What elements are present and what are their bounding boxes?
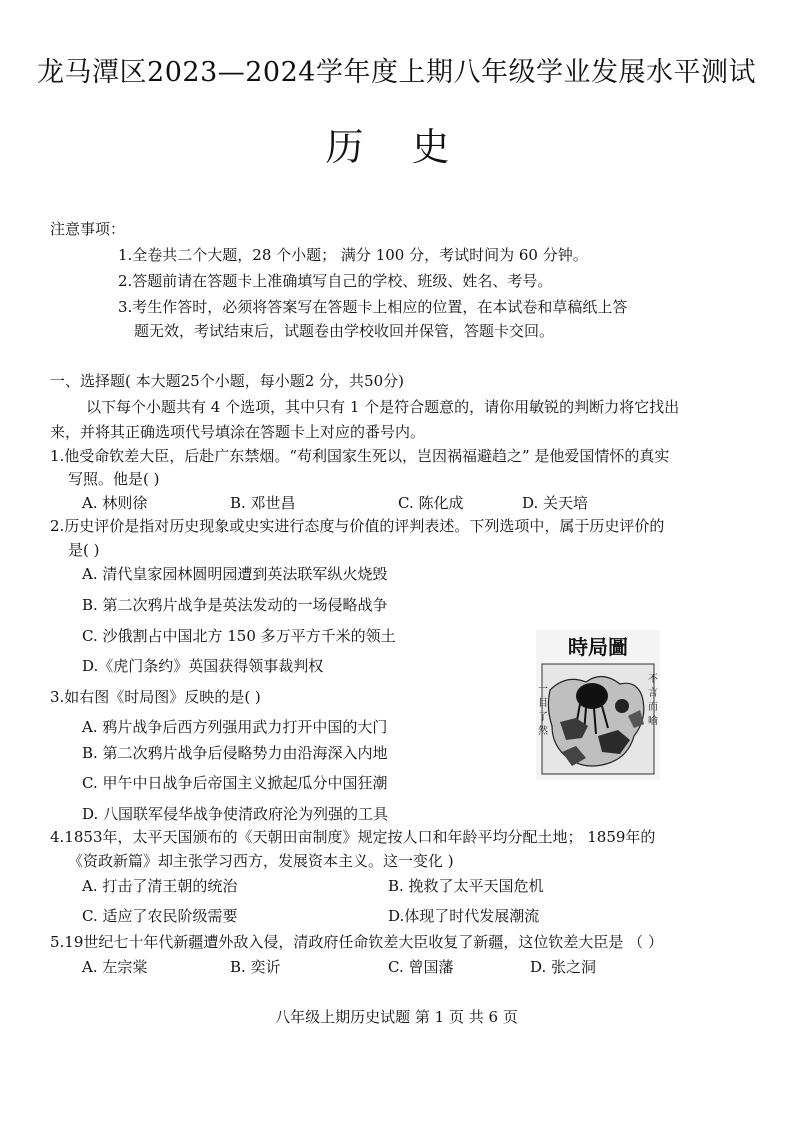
q2-stem: 2.历史评价是指对历史现象或史实进行态度与价值的评判表述。下列选项中，属于历史评价的 [50,517,665,535]
q1-option-d: D. 关天培 [522,494,589,512]
figure-side-text-right: 不 言 而 喻 [648,674,658,727]
q1-stem-cont: 写照。他是( ) [68,470,160,488]
q2-option-d: D.《虎门条约》英国获得领事裁判权 [82,657,324,675]
q3-option-c: C. 甲午中日战争后帝国主义掀起瓜分中国狂潮 [82,774,388,792]
section-intro-line2: 来，并将其正确选项代号填涂在答题卡上对应的番号内。 [50,423,426,441]
q3-option-a: A. 鸦片战争后西方列强用武力打开中国的大门 [82,718,388,736]
q5-stem: 5.19世纪七十年代新疆遭外敌入侵，清政府任命钦差大臣收复了新疆，这位钦差大臣是 （ ） [50,933,663,951]
page-footer: 八年级上期历史试题 第 1 页 共 6 页 [275,1008,518,1026]
section-heading: 一、选择题( 本大题25个小题，每小题2 分，共50分) [50,372,404,390]
figure-title: 時局圖 [568,635,628,659]
q4-option-b: B. 挽救了太平天国危机 [388,877,544,895]
q4-stem: 4.1853年，太平天国颁布的《天朝田亩制度》规定按人口和年龄平均分配土地； 1859年的 [50,828,656,846]
q4-stem-cont: 《资政新篇》却主张学习西方，发展资本主义。这一变化 ) [68,852,454,870]
notice-item-3: 3.考生作答时，必须将答案写在答题卡上相应的位置，在本试卷和草稿纸上答 [118,298,628,316]
section-intro-line1: 以下每个小题共有 4 个选项，其中只有 1 个是符合题意的，请你用敏锐的判断力将它找出 [86,398,680,416]
notice-item-1: 1.全卷共二个大题，28 个小题； 满分 100 分，考试时间为 60 分钟。 [118,246,588,264]
q4-option-c: C. 适应了农民阶级需要 [82,907,238,925]
exam-title: 龙马潭区2023—2024学年度上期八年级学业发展水平测试 [37,57,756,88]
notice-item-2: 2.答题前请在答题卡上准确填写自己的学校、班级、姓名、考号。 [118,272,553,290]
q2-option-a: A. 清代皇家园林圆明园遭到英法联军纵火烧毁 [82,565,388,583]
q3-option-b: B. 第二次鸦片战争后侵略势力由沿海深入内地 [82,744,388,762]
shiju-tu-illustration [536,630,660,780]
q3-option-d: D. 八国联军侵华战争使清政府沦为列强的工具 [82,805,389,823]
q2-stem-cont: 是( ) [68,541,100,559]
q1-option-a: A. 林则徐 [82,494,148,512]
q3-stem: 3.如右图《时局图》反映的是( ) [50,688,261,706]
q2-option-b: B. 第二次鸦片战争是英法发动的一场侵略战争 [82,596,388,614]
q5-option-d: D. 张之洞 [530,958,597,976]
q1-option-b: B. 邓世昌 [230,494,296,512]
q5-option-a: A. 左宗棠 [82,958,148,976]
figure-side-text-left: 一 目 了 然 [538,684,548,737]
shiju-tu-figure [536,630,660,780]
q4-option-a: A. 打击了清王朝的统治 [82,877,238,895]
q2-option-c: C. 沙俄割占中国北方 150 多万平方千米的领土 [82,627,396,645]
subject-title: 历 史 [325,125,468,169]
notice-heading: 注意事项： [50,220,126,238]
q5-option-b: B. 奕䜣 [230,958,281,976]
q4-option-d: D.体现了时代发展潮流 [388,907,540,925]
q1-stem: 1.他受命钦差大臣，后赴广东禁烟。“苟利国家生死以，岂因祸福避趋之” 是他爱国情怀的真实 [50,447,670,465]
q1-option-c: C. 陈化成 [398,494,464,512]
notice-item-3-cont: 题无效，考试结束后，试题卷由学校收回并保管，答题卡交回。 [134,322,555,340]
q5-option-c: C. 曾国藩 [388,958,454,976]
